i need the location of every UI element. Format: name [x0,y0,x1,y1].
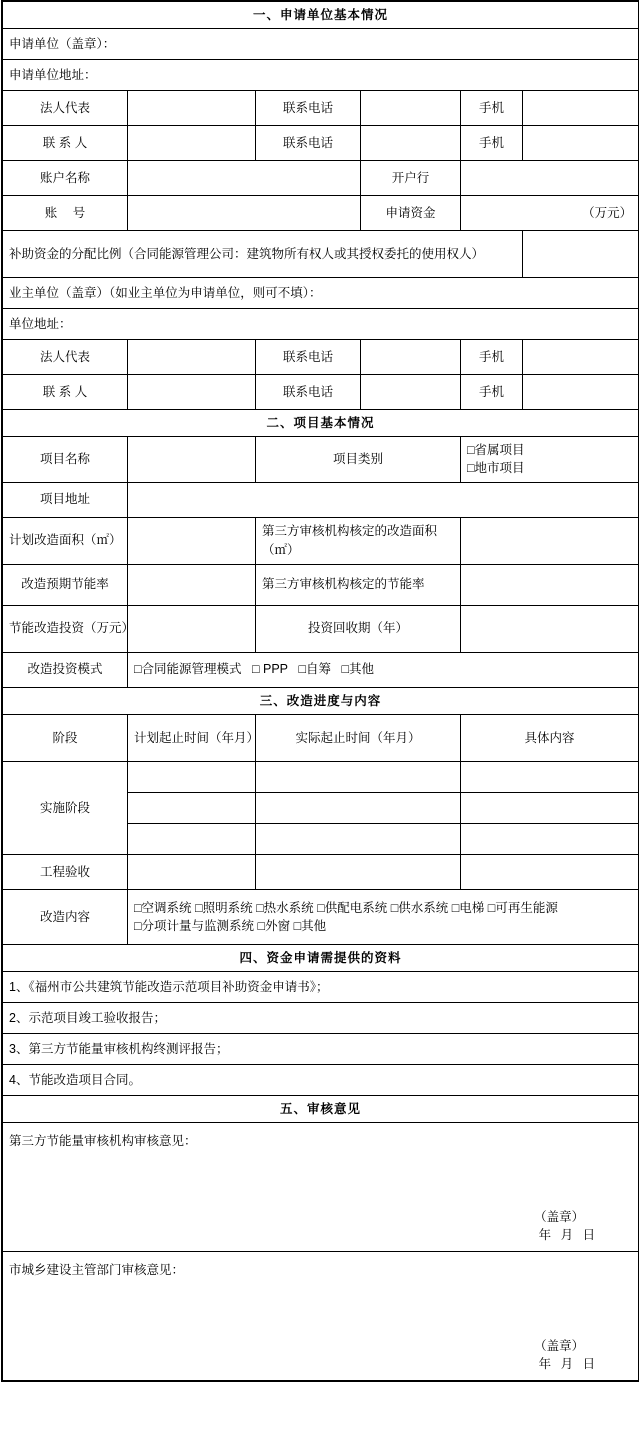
invest-input[interactable] [128,605,256,652]
expect-rate-row [3,564,639,605]
material-row-0 [3,971,639,1002]
progress-accept-label: 工程验收 [3,854,128,889]
progress-head-plan: 计划起止时间（年月） [128,714,256,761]
project-category-option-0[interactable]: □省属项目 [467,443,525,458]
owner-address-cell[interactable] [3,309,639,340]
account-no-row [3,196,639,231]
apply-fund-label: 申请资金 [361,196,461,231]
retrofit-option-4[interactable]: □供水系统 [390,900,449,915]
progress-actual-1[interactable] [256,792,461,823]
third-area-input[interactable] [461,517,639,564]
progress-content-0[interactable] [461,761,639,792]
section-4-title: 四、资金申请需提供的资料 [3,944,639,971]
applicant-legal-rep-input[interactable] [128,91,256,126]
owner-mobile-label: 手机 [461,340,523,375]
fund-ratio-row [3,231,639,278]
owner-legal-rep-input[interactable] [128,340,256,375]
applicant-legalrep-row [3,91,639,126]
apply-fund-input[interactable] [461,196,639,231]
project-address-input[interactable] [128,482,639,517]
apply-fund-unit: （万元） [582,206,633,221]
project-address-label: 项目地址 [3,482,128,517]
applicant-unit-row [3,29,639,60]
plan-area-row [3,517,639,564]
gov-review-cell[interactable] [3,1251,639,1380]
owner-legal-rep-label: 法人代表 [3,340,128,375]
fund-ratio-label: 补助资金的分配比例（合同能源管理公司：建筑物所有权人或其授权委托的使用权人） [3,231,523,278]
bank-label: 开户行 [361,161,461,196]
applicant-unit-label: 申请单位（盖章）： [9,37,116,52]
retrofit-content-options[interactable] [128,889,639,944]
section-2-title: 二、项目基本情况 [3,410,639,437]
material-item-3: 4、节能改造项目合同。 [3,1064,639,1095]
invest-mode-option-1[interactable]: □ PPP [251,662,289,677]
retrofit-content-line-1[interactable] [134,899,632,917]
retrofit-content-row [3,889,639,944]
material-item-1: 2、示范项目竣工验收报告； [3,1002,639,1033]
section-2-header-row [3,410,639,437]
account-name-input[interactable] [128,161,361,196]
project-address-row [3,482,639,517]
project-category-label: 项目类别 [256,437,461,482]
progress-plan-1[interactable] [128,792,256,823]
third-rate-input[interactable] [461,564,639,605]
retrofit-option-7[interactable]: □分项计量与监测系统 [134,918,255,933]
third-party-seal: （盖章） [534,1210,585,1224]
progress-row-0 [3,761,639,792]
owner-contact-mobile-label: 手机 [461,375,523,410]
progress-row-3 [3,854,639,889]
applicant-contact-tel-label: 联系电话 [256,126,361,161]
third-party-date: 年 月 日 [538,1228,599,1243]
payback-label: 投资回收期（年） [256,605,461,652]
gov-seal: （盖章） [534,1339,585,1353]
progress-head-content: 具体内容 [461,714,639,761]
material-row-2 [3,1033,639,1064]
account-name-row [3,161,639,196]
expect-rate-input[interactable] [128,564,256,605]
applicant-legal-rep-label: 法人代表 [3,91,128,126]
section-3-title: 三、改造进度与内容 [3,687,639,714]
retrofit-option-0[interactable]: □空调系统 [134,900,192,915]
progress-head-stage: 阶段 [3,714,128,761]
bank-input[interactable] [461,161,639,196]
retrofit-content-label: 改造内容 [3,889,128,944]
retrofit-option-5[interactable]: □电梯 [451,900,485,915]
applicant-address-row [3,60,639,91]
owner-tel-label: 联系电话 [256,340,361,375]
owner-contact-tel-input[interactable] [361,375,461,410]
retrofit-option-3[interactable]: □供配电系统 [317,900,388,915]
retrofit-content-line-2[interactable] [134,917,632,935]
owner-unit-cell[interactable] [3,278,639,309]
progress-plan-2[interactable] [128,823,256,854]
gov-review-label: 市城乡建设主管部门审核意见： [9,1262,185,1277]
payback-input[interactable] [461,605,639,652]
applicant-contact-mobile-input[interactable] [523,126,639,161]
applicant-address-cell[interactable] [3,60,639,91]
owner-unit-row [3,278,639,309]
material-item-2: 3、第三方节能量审核机构终测评报告； [3,1033,639,1064]
gov-review-row [3,1251,639,1380]
retrofit-option-1[interactable]: □照明系统 [195,900,253,915]
retrofit-option-2[interactable]: □热水系统 [256,900,314,915]
progress-impl-label: 实施阶段 [3,761,128,854]
owner-address-label: 单位地址： [9,317,72,332]
progress-content-3[interactable] [461,854,639,889]
owner-contact-input[interactable] [128,375,256,410]
plan-area-input[interactable] [128,517,256,564]
third-area-label: 第三方审核机构核定的改造面积（㎡） [256,517,461,564]
retrofit-option-6[interactable]: □可再生能源 [487,900,558,915]
account-no-label: 账 号 [3,196,128,231]
section-5-header-row [3,1095,639,1122]
section-4-header-row [3,944,639,971]
section-3-header-row [3,687,639,714]
applicant-contact-label: 联 系 人 [3,126,128,161]
third-party-review-value[interactable] [9,1150,632,1208]
progress-head-row [3,714,639,761]
invest-mode-label: 改造投资模式 [3,652,128,687]
material-row-1 [3,1002,639,1033]
retrofit-option-9[interactable]: □其他 [293,918,327,933]
expect-rate-label: 改造预期节能率 [3,564,128,605]
project-name-row [3,437,639,482]
applicant-unit-cell[interactable] [3,29,639,60]
applicant-tel-input[interactable] [361,91,461,126]
applicant-mobile-input[interactable] [523,91,639,126]
owner-tel-input[interactable] [361,340,461,375]
progress-content-1[interactable] [461,792,639,823]
material-row-3 [3,1064,639,1095]
third-party-review-label: 第三方节能量审核机构审核意见： [9,1133,197,1148]
owner-contact-row [3,375,639,410]
project-name-label: 项目名称 [3,437,128,482]
progress-actual-3[interactable] [256,854,461,889]
applicant-tel-label: 联系电话 [256,91,361,126]
plan-area-label: 计划改造面积（㎡） [3,517,128,564]
owner-legalrep-row [3,340,639,375]
progress-head-actual: 实际起止时间（年月） [256,714,461,761]
owner-address-row [3,309,639,340]
material-item-0: 1、《福州市公共建筑节能改造示范项目补助资金申请书》； [3,971,639,1002]
applicant-contact-tel-input[interactable] [361,126,461,161]
owner-unit-label: 业主单位（盖章）（如业主单位为申请单位，则可不填）： [9,286,322,301]
fund-ratio-input[interactable] [523,231,639,278]
progress-plan-0[interactable] [128,761,256,792]
third-party-review-row [3,1122,639,1251]
project-category-option-1[interactable]: □地市项目 [467,461,525,476]
invest-mode-option-2[interactable]: □自筹 [298,662,332,677]
application-form-sheet [1,0,639,1382]
invest-mode-option-0[interactable]: □合同能源管理模式 [134,662,242,677]
section-5-title: 五、审核意见 [3,1095,639,1122]
progress-plan-3[interactable] [128,854,256,889]
invest-mode-option-3[interactable]: □其他 [341,662,374,677]
account-no-input[interactable] [128,196,361,231]
invest-mode-row [3,652,639,687]
section-1-title: 一、申请单位基本情况 [3,2,639,29]
progress-actual-2[interactable] [256,823,461,854]
form-table [2,1,639,1381]
third-party-review-cell[interactable] [3,1122,639,1251]
gov-date: 年 月 日 [538,1357,599,1372]
project-category-options[interactable] [461,437,639,482]
owner-contact-tel-label: 联系电话 [256,375,361,410]
gov-review-value[interactable] [9,1279,632,1337]
owner-contact-label: 联 系 人 [3,375,128,410]
invest-mode-options[interactable] [128,652,639,687]
project-name-input[interactable] [128,437,256,482]
owner-mobile-input[interactable] [523,340,639,375]
third-rate-label: 第三方审核机构核定的节能率 [256,564,461,605]
applicant-address-label: 申请单位地址： [9,68,97,83]
applicant-contact-row [3,126,639,161]
progress-actual-0[interactable] [256,761,461,792]
applicant-mobile-label: 手机 [461,91,523,126]
retrofit-option-8[interactable]: □外窗 [257,918,291,933]
applicant-contact-input[interactable] [128,126,256,161]
section-1-header-row [3,2,639,29]
invest-row [3,605,639,652]
progress-content-2[interactable] [461,823,639,854]
invest-label: 节能改造投资（万元） [3,605,128,652]
applicant-contact-mobile-label: 手机 [461,126,523,161]
account-name-label: 账户名称 [3,161,128,196]
owner-contact-mobile-input[interactable] [523,375,639,410]
